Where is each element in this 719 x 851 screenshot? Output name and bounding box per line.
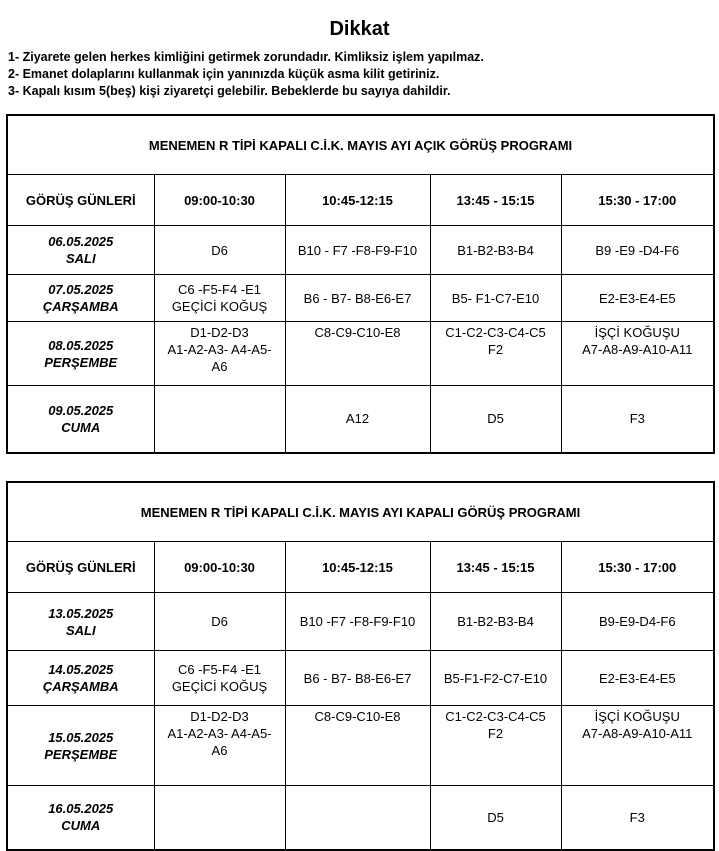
day-cell [7, 226, 154, 275]
slot-cell [561, 322, 714, 386]
column-header: GÖRÜŞ GÜNLERİ [7, 175, 154, 226]
table-row [7, 786, 714, 850]
day-cell [7, 386, 154, 453]
column-header: 13:45 - 15:15 [430, 175, 561, 226]
column-header: 09:00-10:30 [154, 542, 285, 593]
slot-cell: D5 [430, 386, 561, 453]
slot-cell: B1-B2-B3-B4 [430, 226, 561, 275]
date-text: 16.05.2025 [48, 801, 114, 817]
slot-cell [154, 275, 285, 322]
table-row [7, 322, 714, 386]
slot-cell: B10 - F7 -F8-F9-F10 [285, 226, 430, 275]
day-cell [7, 275, 154, 322]
date-text: 09.05.2025 [48, 402, 114, 418]
column-header-row [7, 175, 714, 226]
date-text: 08.05.2025 [48, 337, 114, 353]
note-item: 1- Ziyarete gelen herkes kimliğini getirmek zorundadır. Kimliksiz işlem yapılmaz. [8, 50, 484, 64]
day-cell [7, 706, 154, 786]
slot-cell [154, 322, 285, 386]
slot-cell: F3 [561, 386, 714, 453]
day-cell [7, 651, 154, 706]
slot-cell [154, 706, 285, 786]
table-row [7, 226, 714, 275]
notes-list [8, 49, 484, 100]
slot-cell [285, 786, 430, 850]
column-header: 10:45-12:15 [285, 542, 430, 593]
table-heading: MENEMEN R TİPİ KAPALI C.İ.K. MAYIS AYI KAPALI GÖRÜŞ PROGRAMI [7, 482, 714, 542]
date-text: 06.05.2025 [48, 234, 114, 249]
slot-cell: C8-C9-C10-E8 [285, 706, 430, 786]
slot-line: D1-D2-D3 [190, 325, 249, 340]
slot-line: A1-A2-A3- A4-A5- [167, 726, 272, 741]
open-visit-schedule-table [6, 114, 715, 454]
slot-cell: B6 - B7- B8-E6-E7 [285, 275, 430, 322]
weekday-text: CUMA [61, 818, 101, 834]
date-text: 07.05.2025 [48, 282, 114, 297]
slot-line: GEÇİCİ KOĞUŞ [171, 299, 268, 314]
date-text: 13.05.2025 [48, 605, 114, 621]
date-text: 15.05.2025 [48, 729, 114, 745]
slot-line: C6 -F5-F4 -E1 [177, 662, 262, 677]
day-cell [7, 593, 154, 651]
weekday-text: SALI [65, 622, 96, 638]
note-item: 3- Kapalı kısım 5(beş) kişi ziyaretçi gelebilir. Bebeklerde bu sayıya dahildir. [8, 84, 451, 98]
slot-cell [154, 386, 285, 453]
column-header-row [7, 542, 714, 593]
column-header: GÖRÜŞ GÜNLERİ [7, 542, 154, 593]
column-header: 09:00-10:30 [154, 175, 285, 226]
slot-line: C1-C2-C3-C4-C5 [445, 709, 546, 724]
slot-line: İŞÇİ KOĞUŞU [594, 709, 680, 724]
slot-line: F2 [487, 726, 504, 741]
column-header: 13:45 - 15:15 [430, 542, 561, 593]
page-title: Dikkat [329, 18, 390, 40]
slot-line: D1-D2-D3 [190, 709, 249, 724]
slot-cell: B5-F1-F2-C7-E10 [430, 651, 561, 706]
weekday-text: PERŞEMBE [44, 746, 118, 762]
slot-line: A7-A8-A9-A10-A11 [582, 342, 693, 357]
slot-cell: C8-C9-C10-E8 [285, 322, 430, 386]
table-row [7, 593, 714, 651]
table-row [7, 706, 714, 786]
weekday-text: PERŞEMBE [44, 354, 118, 370]
slot-line: A7-A8-A9-A10-A11 [582, 726, 693, 741]
slot-cell: D6 [154, 593, 285, 651]
slot-line: C6 -F5-F4 -E1 [177, 282, 262, 297]
slot-cell: B6 - B7- B8-E6-E7 [285, 651, 430, 706]
weekday-text: ÇARŞAMBA [42, 299, 119, 314]
weekday-text: SALI [65, 251, 96, 266]
slot-line: A6 [211, 743, 228, 758]
slot-cell: E2-E3-E4-E5 [561, 651, 714, 706]
closed-visit-schedule-table [6, 481, 715, 851]
weekday-text: ÇARŞAMBA [42, 679, 119, 694]
day-cell [7, 786, 154, 850]
date-text: 14.05.2025 [48, 662, 114, 677]
slot-line: İŞÇİ KOĞUŞU [594, 325, 680, 340]
day-cell [7, 322, 154, 386]
slot-cell: D6 [154, 226, 285, 275]
slot-cell: B5- F1-C7-E10 [430, 275, 561, 322]
slot-cell: A12 [285, 386, 430, 453]
column-header: 15:30 - 17:00 [561, 175, 714, 226]
slot-cell [430, 706, 561, 786]
slot-cell: B9 -E9 -D4-F6 [561, 226, 714, 275]
slot-cell: D5 [430, 786, 561, 850]
table-row [7, 651, 714, 706]
slot-cell: F3 [561, 786, 714, 850]
slot-cell: B9-E9-D4-F6 [561, 593, 714, 651]
slot-cell: B1-B2-B3-B4 [430, 593, 561, 651]
slot-cell: E2-E3-E4-E5 [561, 275, 714, 322]
slot-line: A1-A2-A3- A4-A5- [167, 342, 272, 357]
slot-line: C1-C2-C3-C4-C5 [445, 325, 546, 340]
table-row [7, 386, 714, 453]
table-heading: MENEMEN R TİPİ KAPALI C.İ.K. MAYIS AYI AÇIK GÖRÜŞ PROGRAMI [7, 115, 714, 175]
slot-cell [154, 651, 285, 706]
table-row [7, 275, 714, 322]
column-header: 15:30 - 17:00 [561, 542, 714, 593]
slot-line: A6 [211, 359, 228, 374]
slot-cell [561, 706, 714, 786]
column-header: 10:45-12:15 [285, 175, 430, 226]
note-item: 2- Emanet dolaplarını kullanmak için yanınızda küçük asma kilit getiriniz. [8, 67, 440, 81]
slot-cell [154, 786, 285, 850]
slot-cell: B10 -F7 -F8-F9-F10 [285, 593, 430, 651]
slot-line: GEÇİCİ KOĞUŞ [171, 679, 268, 694]
slot-cell [430, 322, 561, 386]
slot-line: F2 [487, 342, 504, 357]
weekday-text: CUMA [61, 419, 101, 435]
